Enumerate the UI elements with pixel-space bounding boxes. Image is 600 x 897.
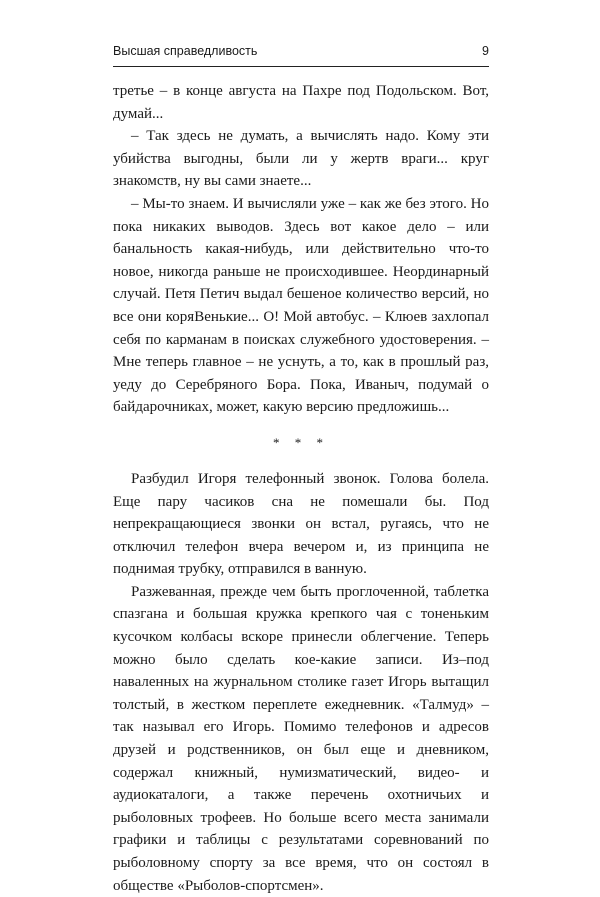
- paragraph: третье – в конце августа на Пахре под Подольском. Вот, думай...: [113, 83, 489, 122]
- header-rule: [113, 66, 489, 67]
- running-head: [113, 44, 489, 68]
- running-title: Высшая справедливость: [113, 44, 258, 58]
- section-separator: * * *: [273, 434, 329, 450]
- paragraph: – Так здесь не думать, а вычислять надо. Кому эти убийства выгодны, были ли у жертв враги... круг знакомств, ну вы сами знаете...: [113, 128, 489, 190]
- body-text: [113, 80, 489, 897]
- paragraph: – Мы-то знаем. И вычисляли уже – как же без этого. Но пока никаких выводов. Здесь вот какое дело – или банальность какая-нибудь, или действительно что-то новое, никогда раньше не происходившее. Неординарный случай. Петя Петич выдал бешеное количество версий, но все они коряВенькие... О! Мой автобус. – Клюев захлопал себя по карманам в поисках служебного удостоверения. – Мне теперь главное – не уснуть, а то, как в прошлый раз, уеду до Серебряного Бора. Пока, Иваныч, подумай о байдарочниках, может, какую версию предложишь...: [113, 195, 489, 416]
- paragraph: Разжеванная, прежде чем быть проглоченной, таблетка спазгана и большая кружка крепкого чая с тоненьким кусочком колбасы вскоре принесли облегчение. Теперь можно было сделать кое-какие записи. Из–под наваленных на журнальном столике газет Игорь вытащил толстый, в жестком переплете ежедневник. «Талмуд» – так называл его Игорь. Помимо телефонов и адресов друзей и родственников, он был еще и дневником, содержал книжный, нумизматический, видео- и аудиокаталоги, а также перечень охотничьих и рыболовных трофеев. Но больше всего места занимали графики и таблицы с результатами соревнований по рыболовному спорту за все время, что он состоял в обществе «Рыболов-спортсмен».: [113, 583, 489, 894]
- page-number: 9: [482, 44, 489, 58]
- paragraph: Разбудил Игоря телефонный звонок. Голова болела. Еще пару часиков сна не помешали бы. Под непрекращающиеся звонки он встал, ругаясь, что не отключил телефон вчера вечером и, из принципа не поднимая трубку, отправился в ванную.: [113, 470, 489, 578]
